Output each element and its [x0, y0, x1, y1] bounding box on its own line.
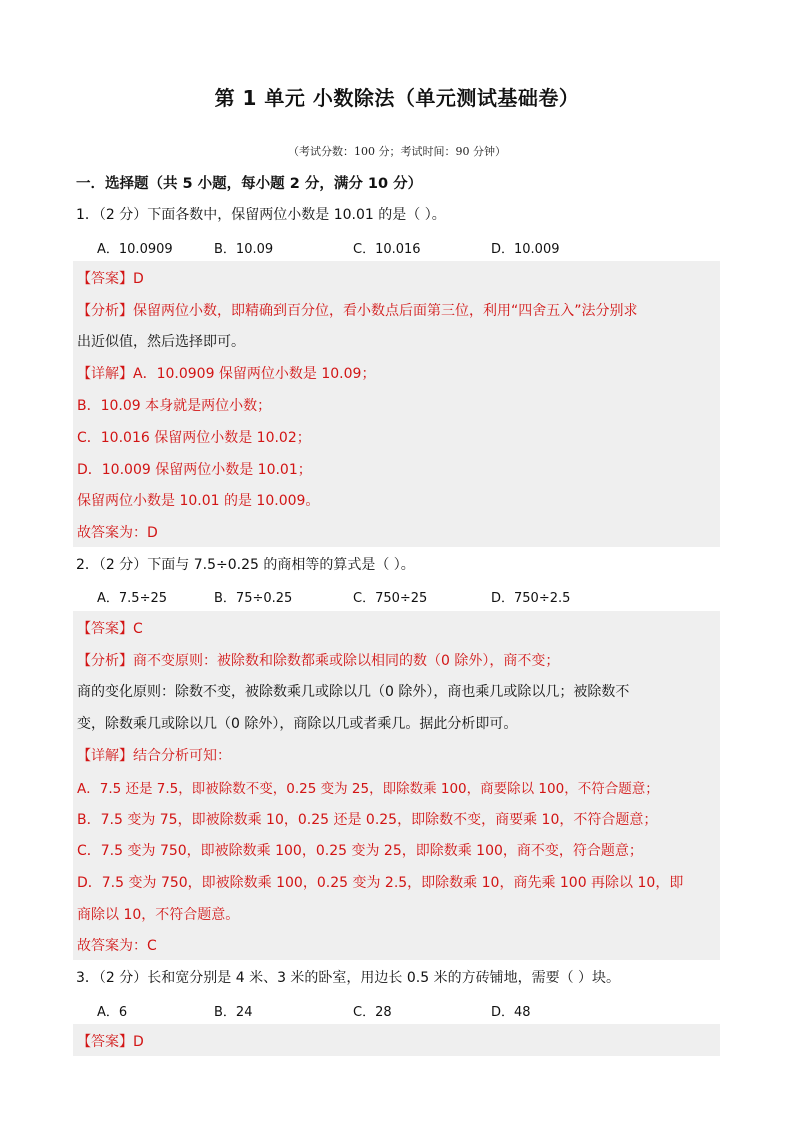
question-2-options: [97, 587, 697, 607]
question-1-stem: 1．（2 分）下面各数中，保留两位小数是 10.01 的是（ ）。: [76, 207, 446, 223]
question-3-options: [97, 1001, 697, 1021]
detail-line-1: 【详解】结合分析可知：: [77, 748, 231, 764]
option-c: C．750÷25: [353, 591, 428, 606]
question-1-options: [97, 238, 697, 258]
exam-info: （考试分数：100 分；考试时间：90 分钟）: [288, 145, 506, 158]
option-b: B．24: [214, 1005, 253, 1020]
analysis-line-1: 【分析】保留两位小数，即精确到百分位，看小数点后面第三位，利用“四舍五入”法分别求: [77, 303, 638, 319]
detail-line-1: 【详解】A．10.0909 保留两位小数是 10.09；: [77, 366, 376, 382]
detail-line-6: 商除以 10，不符合题意。: [77, 907, 240, 923]
option-d: D．750÷2.5: [491, 591, 571, 606]
analysis-line-2: 出近似值，然后选择即可。: [77, 334, 245, 350]
option-d: D．48: [491, 1005, 531, 1020]
detail-line-4: D．10.009 保留两位小数是 10.01；: [77, 462, 312, 478]
answer-line: 【答案】C: [77, 621, 143, 637]
option-b: B．75÷0.25: [214, 591, 293, 606]
analysis-line-3: 变，除数乘几或除以几（0 除外），商除以几或者乘几。据此分析即可。: [77, 716, 518, 732]
answer-line: 【答案】D: [77, 271, 144, 287]
answer-line: 【答案】D: [77, 1034, 144, 1050]
detail-line-3: C．10.016 保留两位小数是 10.02；: [77, 430, 311, 446]
conclusion-line: 故答案为：D: [77, 525, 158, 541]
conclusion-line: 故答案为：C: [77, 938, 157, 954]
page-title: 第 1 单元 小数除法（单元测试基础卷）: [214, 86, 580, 110]
option-a: A．6: [97, 1005, 128, 1020]
detail-line-4: C．7.5 变为 750，即被除数乘 100，0.25 变为 25，即除数乘 100，商不变，符合题意；: [77, 843, 643, 859]
question-2-solution: [73, 611, 720, 960]
option-d: D．10.009: [491, 242, 560, 257]
option-c: C．28: [353, 1005, 392, 1020]
question-2-stem: 2．（2 分）下面与 7.5÷0.25 的商相等的算式是（ ）。: [76, 557, 415, 573]
option-c: C．10.016: [353, 242, 421, 257]
analysis-line-2: 商的变化原则：除数不变，被除数乘几或除以几（0 除外），商也乘几或除以几；被除数不: [77, 684, 630, 700]
analysis-line-1: 【分析】商不变原则：被除数和除数都乘或除以相同的数（0 除外），商不变；: [77, 653, 560, 669]
section-heading: 一．选择题（共 5 小题，每小题 2 分，满分 10 分）: [76, 176, 423, 192]
detail-line-2: B．10.09 本身就是两位小数；: [77, 398, 272, 414]
detail-line-5: D．7.5 变为 750，即被除数乘 100，0.25 变为 2.5，即除数乘 10，商先乘 100 再除以 10，即: [77, 875, 684, 891]
question-1-solution: [73, 261, 720, 547]
detail-line-5: 保留两位小数是 10.01 的是 10.009。: [77, 493, 320, 509]
detail-line-3: B．7.5 变为 75，即被除数乘 10，0.25 还是 0.25，即除数不变，商要乘 10，不符合题意；: [77, 812, 658, 828]
option-a: A．7.5÷25: [97, 591, 168, 606]
option-b: B．10.09: [214, 242, 274, 257]
question-3-solution: [73, 1024, 720, 1056]
option-a: A．10.0909: [97, 242, 173, 257]
question-3-stem: 3．（2 分）长和宽分别是 4 米、3 米的卧室，用边长 0.5 米的方砖铺地，需要（ ）块。: [76, 970, 621, 986]
detail-line-2: A．7.5 还是 7.5，即被除数不变，0.25 变为 25，即除数乘 100，商要除以 100，不符合题意；: [77, 781, 659, 797]
